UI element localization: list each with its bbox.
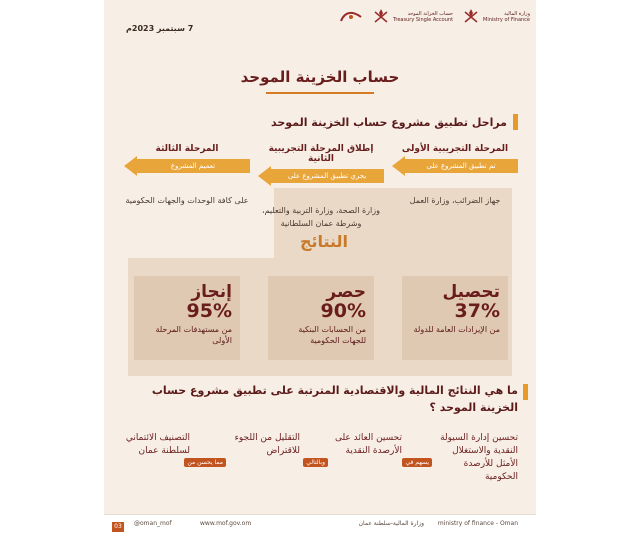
heading-bar [513, 114, 518, 130]
phase-body: على كافة الوحدات والجهات الحكومية [125, 196, 249, 205]
ministry-logo-en: Ministry of Finance [483, 17, 530, 23]
ministry-logo [463, 8, 530, 26]
impact-question-text: ما هي النتائج المالية والاقتصادية المترتبة على تطبيق مشروع حساب الخزينة الموحد ؟ [151, 384, 518, 414]
tsa-logo-ar: حساب الخزانة الموحد [407, 11, 454, 17]
phase-body: وزارة الصحة، وزارة التربية والتعليم، وشرطة عمان السلطانية [262, 206, 380, 228]
footer [104, 514, 536, 538]
stages-heading [271, 114, 518, 130]
footer-social[interactable]: @oman_mof [134, 520, 172, 527]
phase-title: إطلاق المرحلة التجريبية الثانية [268, 144, 374, 164]
result-label: تحصيل [442, 282, 500, 302]
page-title: حساب الخزينة الموحد [240, 68, 400, 86]
title-underline [266, 92, 374, 94]
phase-title: المرحلة الثالثة [155, 144, 219, 154]
oman-emblem-icon [373, 8, 389, 26]
result-card [402, 276, 508, 360]
result-label: حصر [326, 282, 366, 302]
phase-arrow-label: تعميم المشروع [136, 159, 250, 173]
stages-heading-text: مراحل تطبيق مشروع حساب الخزينة الموحد [271, 115, 507, 129]
heading-bar [523, 384, 528, 400]
impact-connector: يسهم في [402, 458, 432, 467]
phase-arrow-label: تم تطبيق المشروع على [404, 159, 518, 173]
result-value: 90% [320, 300, 366, 322]
result-value: 95% [186, 300, 232, 322]
impact-connector: مما يحسن من [184, 458, 226, 467]
infographic-poster [104, 0, 536, 538]
tsa-logo-en: Treasury Single Account [393, 17, 454, 23]
result-desc: من الحسابات البنكية للجهات الحكومية [298, 325, 366, 345]
oman-emblem-icon [463, 8, 479, 26]
impact-step: التقليل من اللجوء للاقتراض [234, 433, 300, 456]
footer-ministry-en: ministry of finance - Oman [437, 520, 518, 527]
footer-website[interactable]: www.mof.gov.om [200, 520, 252, 527]
result-card [268, 276, 374, 360]
result-label: إنجاز [191, 282, 232, 302]
impact-step: تحسين إدارة السيولة النقدية والاستغلال الأمثل للأرصدة الحكومية [440, 433, 518, 482]
impact-question [138, 382, 518, 416]
result-desc: من مستهدفات المرحلة الأولى [155, 325, 232, 345]
phase-title: المرحلة التجريبية الأولى [401, 144, 509, 154]
impact-step: تحسين العائد على الأرصدة النقدية [334, 433, 402, 456]
result-card [134, 276, 240, 360]
phase-3 [124, 144, 250, 207]
phase-body: جهاز الضرائب، وزارة العمل [409, 196, 501, 205]
vision-2040-icon [339, 9, 363, 25]
phase-arrow [392, 158, 518, 174]
impact-step: التصنيف الائتماني لسلطنة عمان [125, 433, 190, 456]
vision-logo [339, 9, 363, 25]
impact-connector: وبالتالي [303, 458, 328, 467]
footer-ministry-ar: وزارة المالية-سلطنة عمان [358, 520, 424, 527]
ministry-logo-ar: وزارة المالية [504, 11, 530, 17]
result-desc: من الإيرادات العامة للدولة [413, 325, 500, 334]
tsa-logo [373, 8, 453, 26]
phase-arrow [258, 168, 384, 184]
phase-arrow [124, 158, 250, 174]
result-value: 37% [454, 300, 500, 322]
header-logos [339, 8, 530, 26]
phase-1 [392, 144, 518, 207]
page-number: 03 [112, 522, 124, 532]
publish-date: 7 سبتمبر 2023م [126, 24, 194, 33]
phase-2 [258, 144, 384, 230]
results-title: النتائج [299, 232, 349, 251]
phase-arrow-label: يجري تطبيق المشروع على [270, 169, 384, 183]
